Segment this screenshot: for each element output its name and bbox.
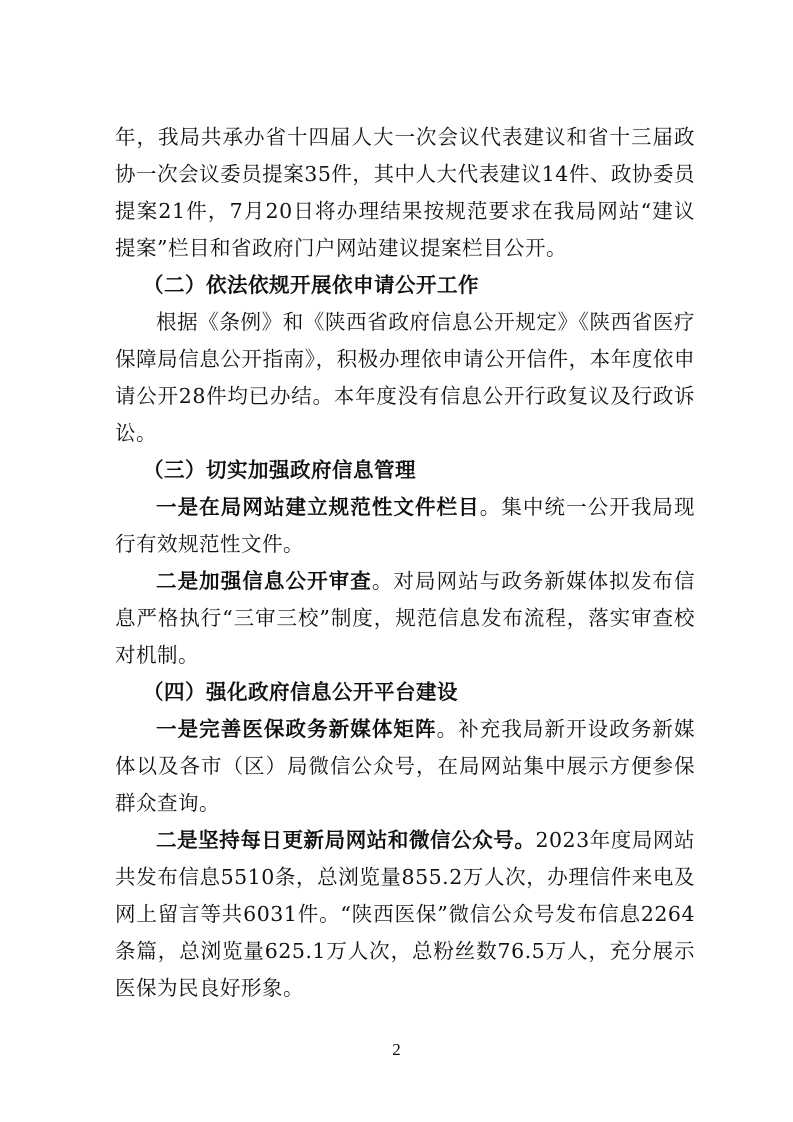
paragraph-text: 2023年度局网站共发布信息5510条，总浏览量855.2万人次，办理信件来电及网上留言等共6031件。“陕西医保”微信公众号发布信息2264条篇，总浏览量625.1万人次，总粉丝数76.5万人，充分展示医保为民良好形象。 — [115, 828, 696, 1000]
paragraph-review — [115, 563, 695, 674]
section-heading-3: （三）切实加强政府信息管理 — [143, 458, 416, 482]
paragraph-lead: 二是坚持每日更新局网站和微信公众号。 — [156, 828, 536, 852]
paragraph-lead: 一是完善医保政务新媒体矩阵 — [156, 717, 437, 741]
paragraph-text: 。集中统一公开我局现行有效规范性文件。 — [115, 495, 695, 556]
document-body — [115, 119, 695, 1007]
paragraph-proposals: 年，我局共承办省十四届人大一次会议代表建议和省十三届政协一次会议委员提案35件，其中人大代表建议14件、政协委员提案21件，7月20日将办理结果按规范要求在我局网站“建议提案”栏目和省政府门户网站建议提案栏目公开。 — [115, 125, 695, 260]
paragraph-text: 。补充我局新开设政务新媒体以及各市（区）局微信公众号，在局网站集中展示方便参保群众查询。 — [115, 717, 696, 815]
paragraph-new-media — [115, 711, 695, 822]
paragraph-normative-documents — [115, 489, 695, 563]
paragraph-application-disclosure: 根据《条例》和《陕西省政府信息公开规定》《陕西省医疗保障局信息公开指南》，积极办理依申请公开信件，本年度依申请公开28件均已办结。本年度没有信息公开行政复议及行政诉讼。 — [115, 310, 695, 445]
paragraph-lead: 一是在局网站建立规范性文件栏目 — [156, 495, 480, 519]
paragraph-text: 。对局网站与政务新媒体拟发布信息严格执行“三审三校”制度，规范信息发布流程，落实审查校对机制。 — [115, 569, 696, 667]
section-heading-2: （二）依法依规开展依申请公开工作 — [143, 273, 479, 297]
page-number: 2 — [392, 1040, 401, 1059]
paragraph-lead: 二是加强信息公开审查 — [156, 569, 372, 593]
paragraph-daily-updates — [115, 822, 695, 1007]
section-heading-4: （四）强化政府信息公开平台建设 — [143, 680, 458, 704]
